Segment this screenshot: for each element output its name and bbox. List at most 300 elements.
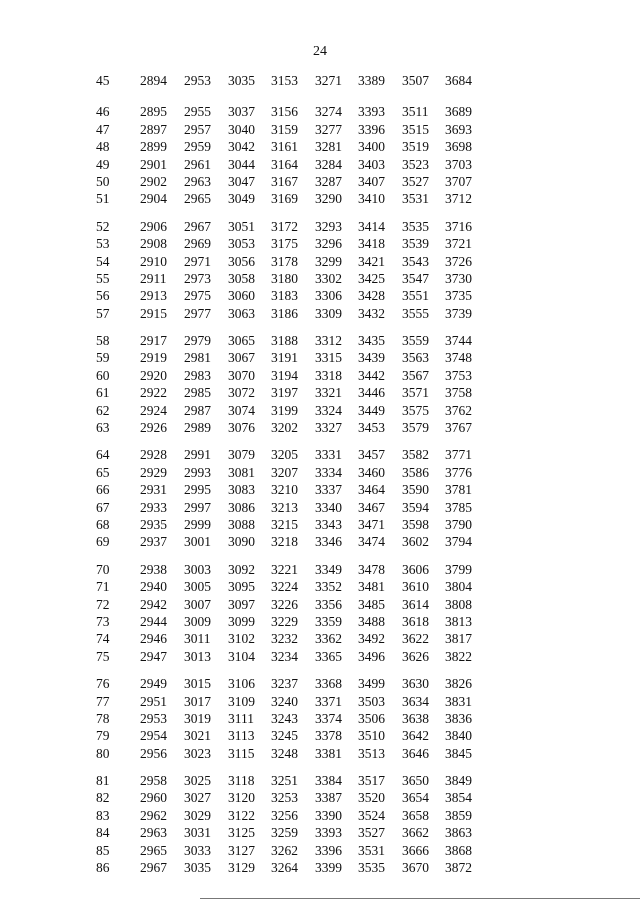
- value-cell: 3371: [315, 693, 342, 709]
- value-cell: 3698: [445, 139, 472, 155]
- value-cell: 2979: [184, 333, 211, 349]
- table-row: [0, 287, 640, 304]
- value-cell: 3481: [358, 579, 385, 595]
- value-cell: 3790: [445, 516, 472, 532]
- row-index-cell: 65: [96, 464, 110, 480]
- value-cell: 2933: [140, 499, 167, 515]
- value-cell: 2910: [140, 253, 167, 269]
- value-cell: 3575: [402, 402, 429, 418]
- value-cell: 2969: [184, 236, 211, 252]
- value-cell: 3547: [402, 270, 429, 286]
- value-cell: 3172: [271, 218, 298, 234]
- value-cell: 3099: [228, 613, 255, 629]
- value-cell: 2944: [140, 613, 167, 629]
- value-cell: 3776: [445, 464, 472, 480]
- value-cell: 3104: [228, 648, 255, 664]
- row-index-cell: 78: [96, 710, 110, 726]
- value-cell: 3044: [228, 156, 255, 172]
- value-cell: 3167: [271, 173, 298, 189]
- value-cell: 3302: [315, 270, 342, 286]
- value-cell: 3229: [271, 613, 298, 629]
- value-cell: 2967: [140, 860, 167, 876]
- value-cell: 3226: [271, 596, 298, 612]
- value-cell: 2997: [184, 499, 211, 515]
- value-cell: 3748: [445, 350, 472, 366]
- value-cell: 3076: [228, 420, 255, 436]
- row-index-cell: 66: [96, 482, 110, 498]
- row-index-cell: 47: [96, 121, 110, 137]
- value-cell: 2985: [184, 385, 211, 401]
- row-index-cell: 71: [96, 579, 110, 595]
- value-cell: 2956: [140, 745, 167, 761]
- value-cell: 3334: [315, 464, 342, 480]
- row-index-cell: 54: [96, 253, 110, 269]
- value-cell: 3449: [358, 402, 385, 418]
- value-cell: 3485: [358, 596, 385, 612]
- value-cell: 3356: [315, 596, 342, 612]
- value-cell: 3520: [358, 790, 385, 806]
- value-cell: 3822: [445, 648, 472, 664]
- table-row: [0, 121, 640, 138]
- value-cell: 3153: [271, 73, 298, 88]
- value-cell: 3186: [271, 305, 298, 321]
- row-index-cell: 63: [96, 420, 110, 436]
- value-cell: 3234: [271, 648, 298, 664]
- value-cell: 3271: [315, 73, 342, 88]
- value-cell: 2917: [140, 333, 167, 349]
- table-row: [0, 499, 640, 516]
- value-cell: 3464: [358, 482, 385, 498]
- value-cell: 3127: [228, 842, 255, 858]
- value-cell: 3027: [184, 790, 211, 806]
- row-index-cell: 57: [96, 305, 110, 321]
- value-cell: 3535: [402, 218, 429, 234]
- table-row: [0, 235, 640, 252]
- value-cell: 2946: [140, 631, 167, 647]
- value-cell: 3232: [271, 631, 298, 647]
- value-cell: 3474: [358, 534, 385, 550]
- value-cell: 3031: [184, 825, 211, 841]
- value-cell: 3221: [271, 561, 298, 577]
- table-row: [0, 842, 640, 859]
- value-cell: 2989: [184, 420, 211, 436]
- value-cell: 3352: [315, 579, 342, 595]
- value-cell: 2993: [184, 464, 211, 480]
- value-cell: 3421: [358, 253, 385, 269]
- value-cell: 3284: [315, 156, 342, 172]
- value-cell: 3007: [184, 596, 211, 612]
- value-cell: 3259: [271, 825, 298, 841]
- value-cell: 3403: [358, 156, 385, 172]
- value-cell: 3630: [402, 676, 429, 692]
- value-cell: 3513: [358, 745, 385, 761]
- value-cell: 3531: [402, 191, 429, 207]
- value-cell: 3622: [402, 631, 429, 647]
- table-group: [0, 446, 640, 550]
- value-cell: 3017: [184, 693, 211, 709]
- table-row: [0, 675, 640, 692]
- value-cell: 3331: [315, 447, 342, 463]
- value-cell: 3662: [402, 825, 429, 841]
- table-row: [0, 693, 640, 710]
- value-cell: 3175: [271, 236, 298, 252]
- value-cell: 3396: [315, 842, 342, 858]
- value-cell: 3634: [402, 693, 429, 709]
- value-cell: 2959: [184, 139, 211, 155]
- row-index-cell: 60: [96, 367, 110, 383]
- value-cell: 3442: [358, 367, 385, 383]
- value-cell: 3337: [315, 482, 342, 498]
- value-cell: 3327: [315, 420, 342, 436]
- value-cell: 3506: [358, 710, 385, 726]
- value-cell: 3524: [358, 807, 385, 823]
- value-cell: 3598: [402, 516, 429, 532]
- value-cell: 3794: [445, 534, 472, 550]
- value-cell: 3539: [402, 236, 429, 252]
- value-cell: 3092: [228, 561, 255, 577]
- value-cell: 3410: [358, 191, 385, 207]
- row-index-cell: 85: [96, 842, 110, 858]
- row-index-cell: 51: [96, 191, 110, 207]
- value-cell: 3804: [445, 579, 472, 595]
- value-cell: 3808: [445, 596, 472, 612]
- value-cell: 3418: [358, 236, 385, 252]
- value-cell: 3321: [315, 385, 342, 401]
- value-cell: 3368: [315, 676, 342, 692]
- value-cell: 2911: [140, 270, 167, 286]
- value-cell: 3362: [315, 631, 342, 647]
- row-index-cell: 61: [96, 385, 110, 401]
- value-cell: 3771: [445, 447, 472, 463]
- value-cell: 3245: [271, 728, 298, 744]
- value-cell: 3118: [228, 773, 255, 789]
- table-row: [0, 578, 640, 595]
- table-row: [0, 745, 640, 762]
- value-cell: 2901: [140, 156, 167, 172]
- value-cell: 3707: [445, 173, 472, 189]
- row-index-cell: 49: [96, 156, 110, 172]
- value-cell: 2940: [140, 579, 167, 595]
- value-cell: 3614: [402, 596, 429, 612]
- value-cell: 2894: [140, 73, 167, 88]
- table-row: [0, 561, 640, 578]
- value-cell: 3164: [271, 156, 298, 172]
- table-row: [0, 72, 640, 89]
- value-cell: 3009: [184, 613, 211, 629]
- row-index-cell: 73: [96, 613, 110, 629]
- value-cell: 2967: [184, 218, 211, 234]
- row-index-cell: 77: [96, 693, 110, 709]
- row-index-cell: 72: [96, 596, 110, 612]
- table-row: [0, 630, 640, 647]
- row-index-cell: 76: [96, 676, 110, 692]
- value-cell: 3859: [445, 807, 472, 823]
- table-row: [0, 596, 640, 613]
- value-cell: 3559: [402, 333, 429, 349]
- value-cell: 2961: [184, 156, 211, 172]
- row-index-cell: 58: [96, 333, 110, 349]
- row-index-cell: 48: [96, 139, 110, 155]
- value-cell: 3618: [402, 613, 429, 629]
- value-cell: 3183: [271, 288, 298, 304]
- value-cell: 3854: [445, 790, 472, 806]
- value-cell: 2955: [184, 104, 211, 120]
- value-cell: 3407: [358, 173, 385, 189]
- value-cell: 2942: [140, 596, 167, 612]
- value-cell: 3515: [402, 121, 429, 137]
- value-cell: 3670: [402, 860, 429, 876]
- value-cell: 3781: [445, 482, 472, 498]
- value-cell: 3205: [271, 447, 298, 463]
- value-cell: 3277: [315, 121, 342, 137]
- value-cell: 3029: [184, 807, 211, 823]
- value-cell: 3758: [445, 385, 472, 401]
- value-cell: 3467: [358, 499, 385, 515]
- value-cell: 3582: [402, 447, 429, 463]
- value-cell: 3590: [402, 482, 429, 498]
- value-cell: 3248: [271, 745, 298, 761]
- table-row: [0, 332, 640, 349]
- value-cell: 2983: [184, 367, 211, 383]
- value-cell: 3156: [271, 104, 298, 120]
- value-cell: 3125: [228, 825, 255, 841]
- value-cell: 3602: [402, 534, 429, 550]
- value-cell: 3503: [358, 693, 385, 709]
- value-cell: 3264: [271, 860, 298, 876]
- table-row: [0, 464, 640, 481]
- value-cell: 3053: [228, 236, 255, 252]
- value-cell: 3102: [228, 631, 255, 647]
- value-cell: 2938: [140, 561, 167, 577]
- value-cell: 3281: [315, 139, 342, 155]
- value-cell: 3047: [228, 173, 255, 189]
- value-cell: 3389: [358, 73, 385, 88]
- value-cell: 3011: [184, 631, 211, 647]
- value-cell: 2958: [140, 773, 167, 789]
- table-row: [0, 103, 640, 120]
- value-cell: 3095: [228, 579, 255, 595]
- value-cell: 3218: [271, 534, 298, 550]
- value-cell: 3194: [271, 367, 298, 383]
- value-cell: 3253: [271, 790, 298, 806]
- value-cell: 3460: [358, 464, 385, 480]
- value-cell: 3109: [228, 693, 255, 709]
- table-row: [0, 710, 640, 727]
- value-cell: 2953: [184, 73, 211, 88]
- value-cell: 2971: [184, 253, 211, 269]
- value-cell: 3015: [184, 676, 211, 692]
- value-cell: 3646: [402, 745, 429, 761]
- value-cell: 3396: [358, 121, 385, 137]
- value-cell: 3324: [315, 402, 342, 418]
- value-cell: 3642: [402, 728, 429, 744]
- value-cell: 3527: [402, 173, 429, 189]
- value-cell: 3293: [315, 218, 342, 234]
- value-cell: 2960: [140, 790, 167, 806]
- value-cell: 3035: [184, 860, 211, 876]
- value-cell: 3511: [402, 104, 429, 120]
- table-row: [0, 824, 640, 841]
- value-cell: 2929: [140, 464, 167, 480]
- value-cell: 3081: [228, 464, 255, 480]
- value-cell: 3650: [402, 773, 429, 789]
- value-cell: 3393: [358, 104, 385, 120]
- value-cell: 3831: [445, 693, 472, 709]
- value-cell: 3019: [184, 710, 211, 726]
- value-cell: 3070: [228, 367, 255, 383]
- table-group: [0, 561, 640, 665]
- value-cell: 3318: [315, 367, 342, 383]
- value-cell: 2975: [184, 288, 211, 304]
- row-index-cell: 50: [96, 173, 110, 189]
- row-index-cell: 75: [96, 648, 110, 664]
- value-cell: 3210: [271, 482, 298, 498]
- row-index-cell: 74: [96, 631, 110, 647]
- value-cell: 3527: [358, 825, 385, 841]
- value-cell: 3594: [402, 499, 429, 515]
- value-cell: 3849: [445, 773, 472, 789]
- value-cell: 3712: [445, 191, 472, 207]
- row-index-cell: 82: [96, 790, 110, 806]
- value-cell: 3005: [184, 579, 211, 595]
- value-cell: 2913: [140, 288, 167, 304]
- table-row: [0, 789, 640, 806]
- value-cell: 3610: [402, 579, 429, 595]
- value-cell: 3296: [315, 236, 342, 252]
- value-cell: 3400: [358, 139, 385, 155]
- value-cell: 3519: [402, 139, 429, 155]
- value-cell: 3390: [315, 807, 342, 823]
- row-index-cell: 67: [96, 499, 110, 515]
- row-index-cell: 45: [96, 73, 110, 88]
- value-cell: 3799: [445, 561, 472, 577]
- value-cell: 3432: [358, 305, 385, 321]
- row-index-cell: 83: [96, 807, 110, 823]
- value-cell: 3543: [402, 253, 429, 269]
- row-index-cell: 56: [96, 288, 110, 304]
- value-cell: 3425: [358, 270, 385, 286]
- table-row: [0, 772, 640, 789]
- value-cell: 3106: [228, 676, 255, 692]
- value-cell: 2963: [184, 173, 211, 189]
- value-cell: 2977: [184, 305, 211, 321]
- value-cell: 3090: [228, 534, 255, 550]
- value-cell: 3309: [315, 305, 342, 321]
- value-cell: 3299: [315, 253, 342, 269]
- row-index-cell: 62: [96, 402, 110, 418]
- row-index-cell: 55: [96, 270, 110, 286]
- value-cell: 2902: [140, 173, 167, 189]
- value-cell: 3207: [271, 464, 298, 480]
- value-cell: 3058: [228, 270, 255, 286]
- value-cell: 3378: [315, 728, 342, 744]
- value-cell: 3374: [315, 710, 342, 726]
- value-cell: 2957: [184, 121, 211, 137]
- value-cell: 3169: [271, 191, 298, 207]
- value-cell: 3384: [315, 773, 342, 789]
- value-cell: 2895: [140, 104, 167, 120]
- value-cell: 2965: [184, 191, 211, 207]
- table-row: [0, 727, 640, 744]
- value-cell: 3243: [271, 710, 298, 726]
- table-group: [0, 218, 640, 322]
- value-cell: 3035: [228, 73, 255, 88]
- value-cell: 3306: [315, 288, 342, 304]
- value-cell: 3453: [358, 420, 385, 436]
- value-cell: 3471: [358, 516, 385, 532]
- value-cell: 3065: [228, 333, 255, 349]
- value-cell: 3115: [228, 745, 255, 761]
- value-cell: 3689: [445, 104, 472, 120]
- value-cell: 3387: [315, 790, 342, 806]
- value-cell: 3744: [445, 333, 472, 349]
- value-cell: 2915: [140, 305, 167, 321]
- table-row: [0, 446, 640, 463]
- value-cell: 3753: [445, 367, 472, 383]
- row-index-cell: 68: [96, 516, 110, 532]
- value-cell: 3817: [445, 631, 472, 647]
- value-cell: 3693: [445, 121, 472, 137]
- value-cell: 3315: [315, 350, 342, 366]
- value-cell: 3256: [271, 807, 298, 823]
- value-cell: 3492: [358, 631, 385, 647]
- table-row: [0, 613, 640, 630]
- value-cell: 3439: [358, 350, 385, 366]
- table-row: [0, 807, 640, 824]
- value-cell: 3159: [271, 121, 298, 137]
- table-row: [0, 648, 640, 665]
- value-cell: 3120: [228, 790, 255, 806]
- value-cell: 3287: [315, 173, 342, 189]
- value-cell: 2991: [184, 447, 211, 463]
- value-cell: 3023: [184, 745, 211, 761]
- table-row: [0, 218, 640, 235]
- value-cell: 3446: [358, 385, 385, 401]
- table-row: [0, 305, 640, 322]
- value-cell: 3161: [271, 139, 298, 155]
- table-group: [0, 103, 640, 207]
- value-cell: 2926: [140, 420, 167, 436]
- value-cell: 3716: [445, 218, 472, 234]
- value-cell: 3567: [402, 367, 429, 383]
- value-cell: 3083: [228, 482, 255, 498]
- value-cell: 3658: [402, 807, 429, 823]
- value-cell: 3074: [228, 402, 255, 418]
- table-row: [0, 402, 640, 419]
- value-cell: 3056: [228, 253, 255, 269]
- value-cell: 3845: [445, 745, 472, 761]
- value-cell: 3060: [228, 288, 255, 304]
- value-cell: 3457: [358, 447, 385, 463]
- table-row: [0, 533, 640, 550]
- value-cell: 3571: [402, 385, 429, 401]
- value-cell: 2995: [184, 482, 211, 498]
- row-index-cell: 81: [96, 773, 110, 789]
- value-cell: 3224: [271, 579, 298, 595]
- table-row: [0, 384, 640, 401]
- value-cell: 3606: [402, 561, 429, 577]
- value-cell: 3863: [445, 825, 472, 841]
- value-cell: 3079: [228, 447, 255, 463]
- value-cell: 2924: [140, 402, 167, 418]
- table-row: [0, 516, 640, 533]
- table-row: [0, 481, 640, 498]
- value-cell: 3215: [271, 516, 298, 532]
- value-cell: 3666: [402, 842, 429, 858]
- value-cell: 2954: [140, 728, 167, 744]
- value-cell: 3365: [315, 648, 342, 664]
- numeric-table: [0, 72, 640, 886]
